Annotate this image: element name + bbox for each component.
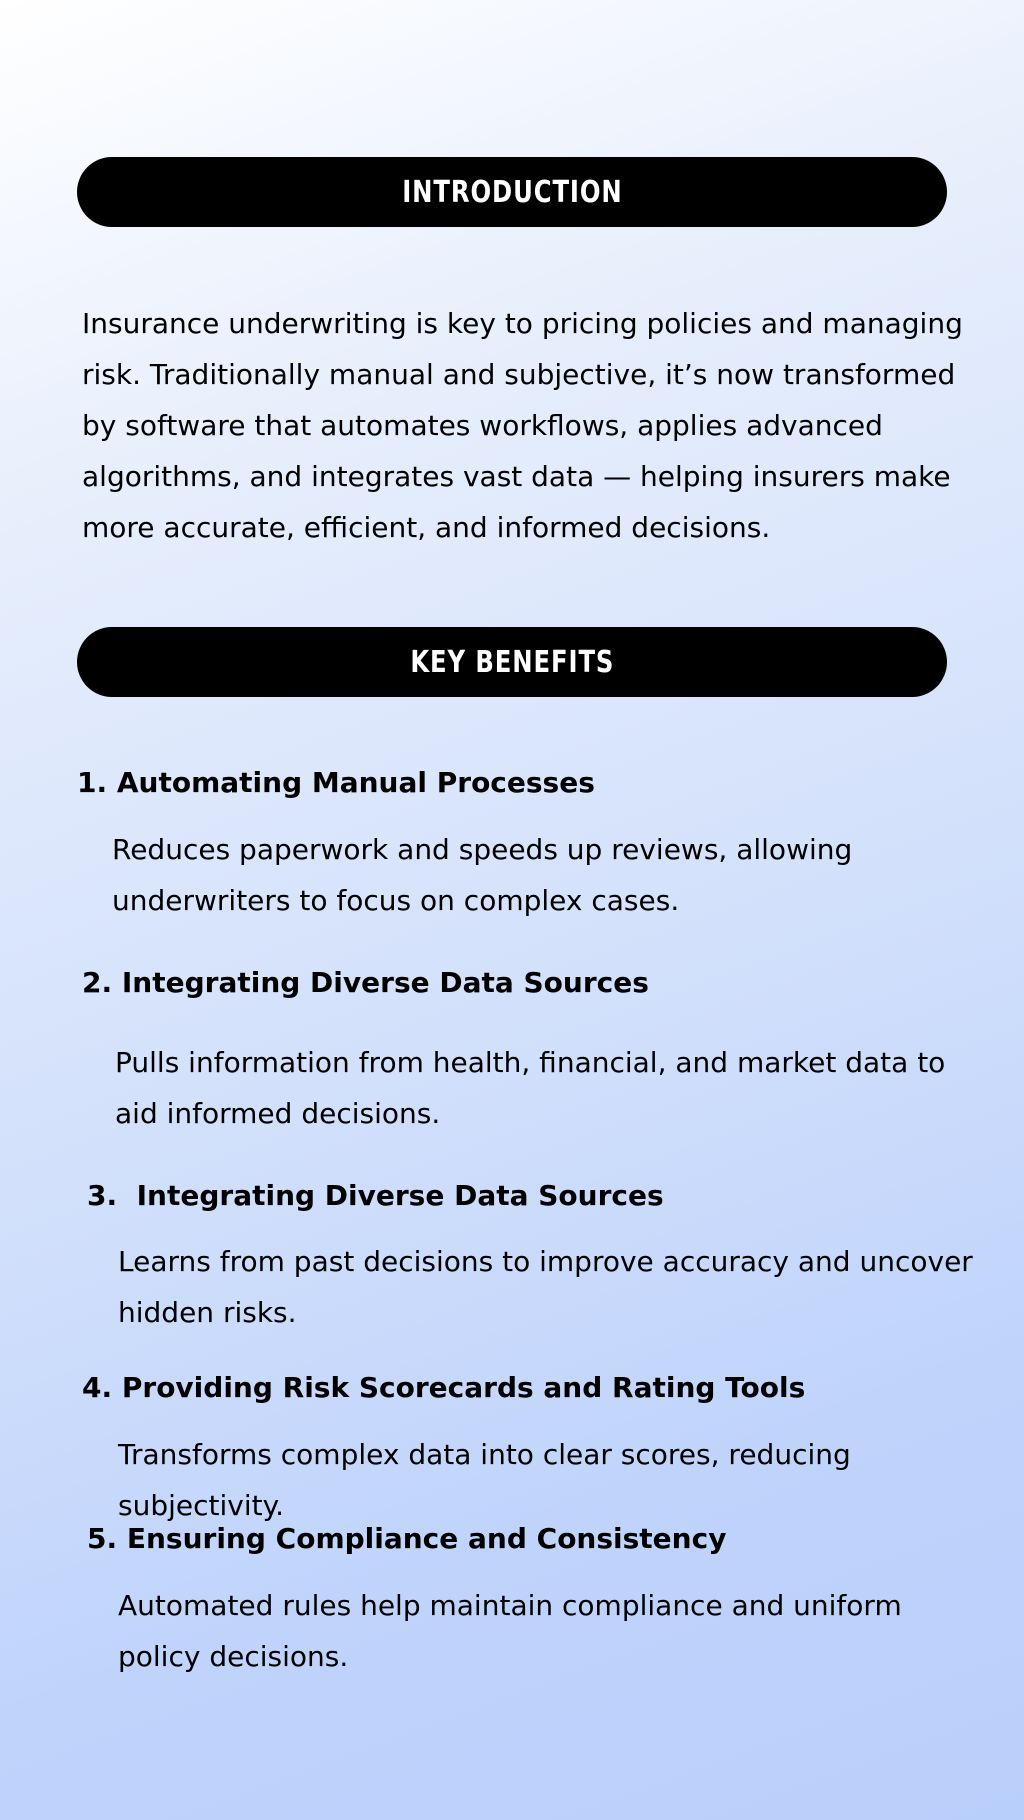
benefit-2-title: 2. Integrating Diverse Data Sources	[82, 966, 649, 999]
introduction-paragraph: Insurance underwriting is key to pricing policies and managing risk. Traditionally manual and subjective, it’s now transformed by software that automates workflows, applies advanced algorithms, and integrates vast data — helping insurers make more accurate, efficient, and informed decisions.	[82, 307, 963, 544]
benefit-1-title: 1. Automating Manual Processes	[77, 766, 595, 799]
key-benefits-banner	[77, 627, 947, 697]
benefit-4-description: Transforms complex data into clear scores, reducing subjectivity.	[118, 1438, 851, 1522]
key-benefits-heading: KEY BENEFITS	[409, 644, 614, 680]
introduction-banner	[77, 157, 947, 227]
introduction-heading: INTRODUCTION	[401, 174, 623, 210]
benefit-1-description: Reduces paperwork and speeds up reviews, allowing underwriters to focus on complex cases.	[112, 833, 853, 917]
benefit-3-title: 3. Integrating Diverse Data Sources	[87, 1179, 664, 1212]
benefit-3-description: Learns from past decisions to improve accuracy and uncover hidden risks.	[118, 1245, 973, 1329]
benefit-4-title: 4. Providing Risk Scorecards and Rating Tools	[82, 1371, 806, 1404]
benefit-2-description: Pulls information from health, financial, and market data to aid informed decisions.	[115, 1046, 946, 1130]
benefit-5-title: 5. Ensuring Compliance and Consistency	[87, 1522, 727, 1555]
benefit-5-description: Automated rules help maintain compliance and uniform policy decisions.	[118, 1589, 902, 1673]
